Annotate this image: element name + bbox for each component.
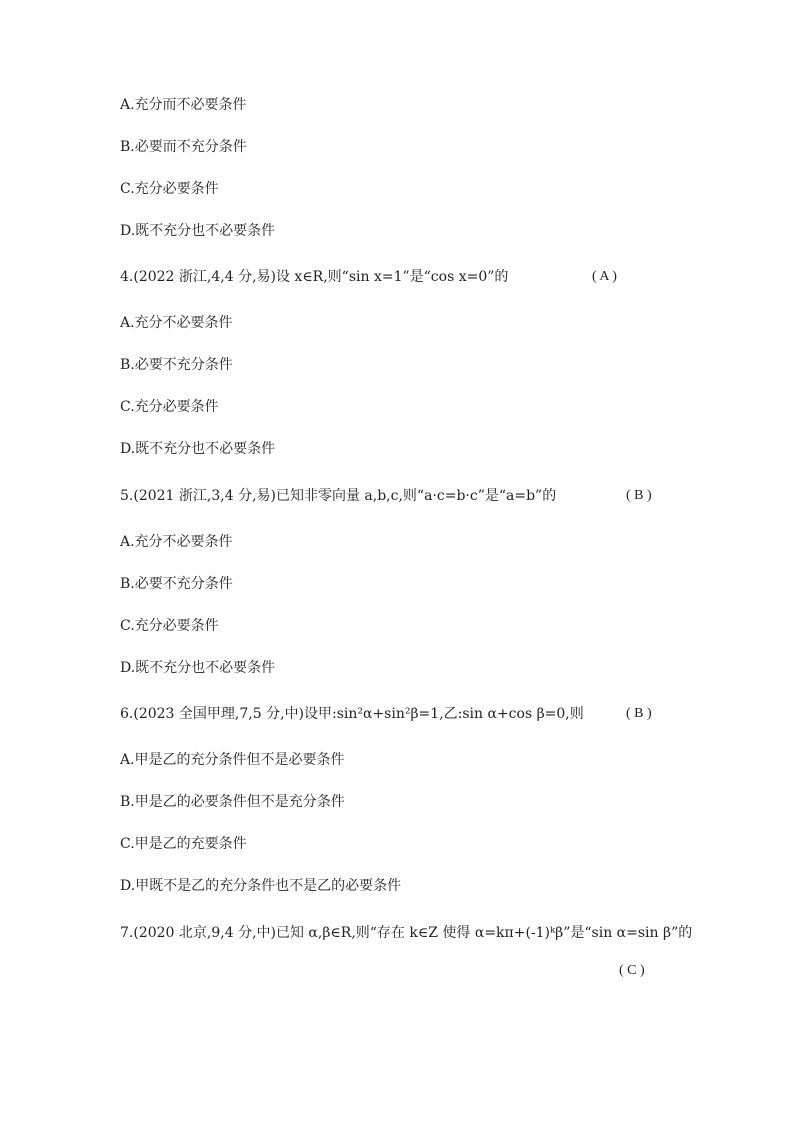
- q4-option-b: B.必要不充分条件: [120, 357, 233, 373]
- q5-option-d: D.既不充分也不必要条件: [120, 660, 276, 676]
- q5-answer: ( B ): [626, 488, 652, 503]
- q6-answer: ( B ): [626, 706, 652, 721]
- q5-option-c: C.充分必要条件: [120, 618, 219, 634]
- q6-option-b: B.甲是乙的必要条件但不是充分条件: [120, 794, 345, 810]
- q6-option-d: D.甲既不是乙的充分条件也不是乙的必要条件: [120, 878, 402, 894]
- q3-option-b: B.必要而不充分条件: [120, 139, 247, 155]
- q3-option-a: A.充分而不必要条件: [120, 97, 247, 113]
- q3-option-d: D.既不充分也不必要条件: [120, 223, 276, 239]
- q4-option-a: A.充分不必要条件: [120, 315, 233, 331]
- q6-stem: 6.(2023 全国甲理,7,5 分,中)设甲:sin²α+sin²β=1,乙:sin α+cos β=0,则: [120, 706, 584, 722]
- q3-option-c: C.充分必要条件: [120, 181, 219, 197]
- q5-option-b: B.必要不充分条件: [120, 576, 233, 592]
- q4-option-d: D.既不充分也不必要条件: [120, 441, 276, 457]
- q6-option-a: A.甲是乙的充分条件但不是必要条件: [120, 752, 345, 768]
- q5-stem: 5.(2021 浙江,3,4 分,易)已知非零向量 a,b,c,则“a·c=b·c”是“a=b”的: [120, 488, 557, 504]
- q5-option-a: A.充分不必要条件: [120, 534, 233, 550]
- q4-answer: ( A ): [592, 269, 617, 284]
- q4-option-c: C.充分必要条件: [120, 399, 219, 415]
- q4-stem: 4.(2022 浙江,4,4 分,易)设 x∈R,则“sin x=1”是“cos x=0”的: [120, 269, 509, 285]
- q7-answer: ( C ): [619, 963, 645, 978]
- q7-stem: 7.(2020 北京,9,4 分,中)已知 α,β∈R,则“存在 k∈Z 使得 α=kπ+(-1)ᵏβ”是“sin α=sin β”的: [120, 925, 693, 941]
- q6-option-c: C.甲是乙的充要条件: [120, 836, 247, 852]
